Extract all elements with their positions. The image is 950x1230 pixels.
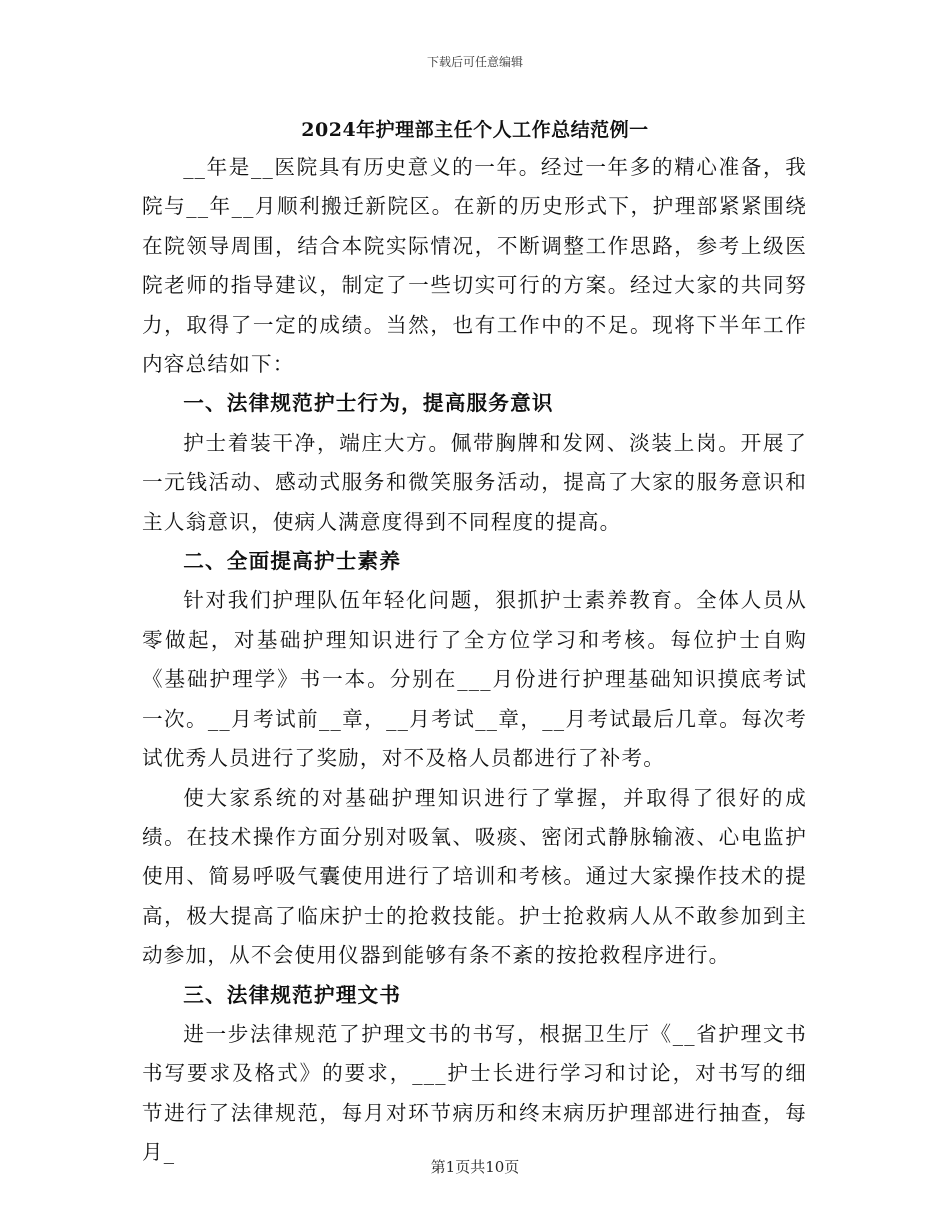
- page-header: 下载后可任意编辑: [426, 55, 523, 69]
- section-1-paragraph: 护士着装干净，端庄大方。佩带胸牌和发网、淡装上岗。开展了一元钱活动、感动式服务和微笑服务活动，提高了大家的服务意识和主人翁意识，使病人满意度得到不同程度的提高。: [142, 430, 807, 534]
- section-3-paragraph: 进一步法律规范了护理文书的书写，根据卫生厅《__省护理文书书写要求及格式》的要求，___护士长进行学习和讨论，对书写的细节进行了法律规范，每月对环节病历和终末病历护理部进行抽查，每月_: [142, 1021, 807, 1165]
- document-body: [142, 148, 807, 1173]
- section-2-paragraph-2: 使大家系统的对基础护理知识进行了掌握，并取得了很好的成绩。在技术操作方面分别对吸氧、吸痰、密闭式静脉输液、心电监护使用、简易呼吸气囊使用进行了培训和考核。通过大家操作技术的提高，极大提高了临床护士的抢救技能。护士抢救病人从不敢参加到主动参加，从不会使用仪器到能够有条不紊的按抢救程序进行。: [142, 785, 807, 968]
- section-heading-3: 三、法律规范护理文书: [183, 982, 402, 1007]
- page-footer: 第1页共10页: [430, 1158, 520, 1176]
- section-heading-1: 一、法律规范护士行为，提高服务意识: [183, 391, 554, 416]
- section-heading-2: 二、全面提高护士素养: [183, 549, 402, 574]
- section-2-paragraph-1: 针对我们护理队伍年轻化问题，狠抓护士素养教育。全体人员从零做起，对基础护理知识进行了全方位学习和考核。每位护士自购《基础护理学》书一本。分别在___月份进行护理基础知识摸底考试一次。__月考试前__章，__月考试__章，__月考试最后几章。每次考试优秀人员进行了奖励，对不及格人员都进行了补考。: [142, 588, 807, 771]
- intro-paragraph: __年是__医院具有历史意义的一年。经过一年多的精心准备，我院与__年__月顺利搬迁新院区。在新的历史形式下，护理部紧紧围绕在院领导周围，结合本院实际情况，不断调整工作思路，参考上级医院老师的指导建议，制定了一些切实可行的方案。经过大家的共同努力，取得了一定的成绩。当然，也有工作中的不足。现将下半年工作内容总结如下：: [142, 155, 807, 377]
- document-title: 2024年护理部主任个人工作总结范例一: [301, 119, 649, 141]
